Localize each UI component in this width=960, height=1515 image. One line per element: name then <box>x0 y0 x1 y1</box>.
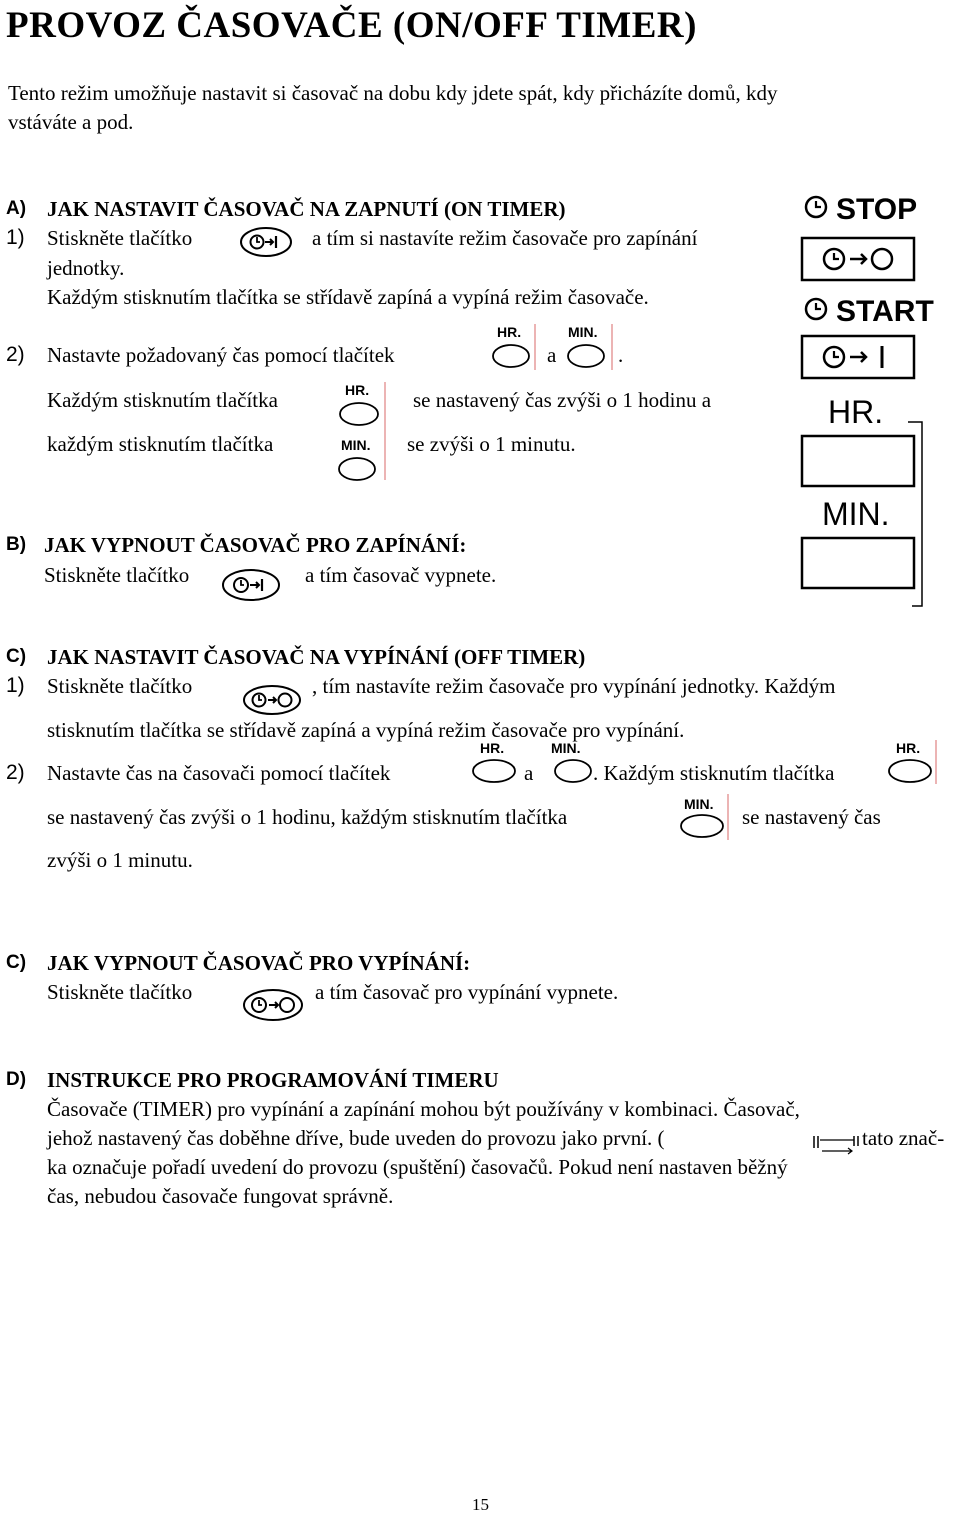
section-a-min-text: každým stisknutím tlačítka <box>47 432 274 456</box>
section-c1-heading: JAK NASTAVIT ČASOVAČ NA VYPÍNÁNÍ (OFF TIMER) <box>47 645 586 669</box>
section-a-step2-end: . <box>618 343 624 367</box>
section-a-marker: A) <box>6 198 27 219</box>
section-d-line4: čas, nebudou časovače fungovat správně. <box>47 1184 394 1208</box>
min-button-label: MIN. <box>568 324 598 340</box>
section-a-hr-text: Každým stisknutím tlačítka <box>47 388 278 412</box>
start-timer-label <box>806 295 934 328</box>
section-c1-step1-text: Stiskněte tlačítko <box>47 674 193 698</box>
min-button-label: MIN. <box>551 740 581 756</box>
section-c1-step2-line2: se nastavený čas zvýši o 1 hodinu, každým stisknutím tlačítka <box>47 805 568 829</box>
section-a-hr-text-cont: se nastavený čas zvýši o 1 hodinu a <box>413 388 712 412</box>
section-c1-step2-line2-cont: se nastavený čas <box>742 805 881 829</box>
section-a-min-text-cont: se zvýši o 1 minutu. <box>407 432 576 456</box>
section-a-step2-and: a <box>547 343 557 367</box>
page-title: PROVOZ ČASOVAČE (ON/OFF TIMER) <box>6 5 697 46</box>
stop-label: STOP <box>836 193 918 226</box>
section-c1-step2-text-cont: . Každým stisknutím tlačítka <box>593 761 835 785</box>
timer-off-button-icon <box>241 986 305 1024</box>
section-c2-text-cont: a tím časovač pro vypínání vypnete. <box>315 980 619 1004</box>
section-d-heading: INSTRUKCE PRO PROGRAMOVÁNÍ TIMERU <box>47 1068 499 1092</box>
section-c1-step2-text: Nastavte čas na časovači pomocí tlačítek <box>47 761 391 785</box>
stop-timer-label <box>806 193 917 226</box>
hr-button-icon <box>333 378 389 430</box>
min-button-icon <box>333 428 391 484</box>
hr-button-label: HR. <box>480 740 505 756</box>
hr-button-icon <box>487 320 539 372</box>
section-c1-step2-line3: zvýši o 1 minutu. <box>47 848 193 872</box>
section-d-line2-cont: tato znač- <box>862 1126 945 1150</box>
section-b-text-cont: a tím časovač vypnete. <box>305 563 497 587</box>
hr-button-label: HR. <box>497 324 522 340</box>
section-c2-text: Stiskněte tlačítko <box>47 980 193 1004</box>
intro-line-2: vstáváte a pod. <box>8 110 134 134</box>
hr-button-icon <box>884 738 942 788</box>
panel-min-label: MIN. <box>822 496 890 532</box>
section-c1-step1-text-cont: , tím nastavíte režim časovače pro vypínání jednotky. Každým <box>312 674 836 698</box>
hr-button-icon <box>466 738 522 788</box>
section-d-line2: jehož nastavený čas doběhne dříve, bude uveden do provozu jako první. ( <box>47 1126 665 1150</box>
section-c1-step2-number: 2) <box>6 761 25 784</box>
section-b-marker: B) <box>6 534 27 555</box>
min-button-label: MIN. <box>684 796 714 812</box>
panel-min-button <box>802 538 914 588</box>
on-timer-panel-button <box>802 336 914 378</box>
timer-off-button-icon <box>241 682 303 718</box>
section-a-step1-text-cont: a tím si nastavíte režim časovače pro zapínání <box>312 226 698 250</box>
hr-button-label: HR. <box>896 740 921 756</box>
section-c1-step1-line2: stisknutím tlačítka se střídavě zapíná a vypíná režim časovače pro vypínání. <box>47 718 685 742</box>
min-button-icon <box>676 794 732 842</box>
panel-hr-button <box>802 436 914 486</box>
timer-on-button-icon <box>238 224 294 260</box>
timer-on-button-icon <box>220 566 282 604</box>
min-button-icon <box>545 738 597 788</box>
section-d-line1: Časovače (TIMER) pro vypínání a zapínání mohou být používány v kombinaci. Časovač, <box>47 1097 800 1121</box>
min-button-label: MIN. <box>341 437 371 453</box>
section-a-heading: JAK NASTAVIT ČASOVAČ NA ZAPNUTÍ (ON TIMER) <box>47 197 566 221</box>
section-a-step2-number: 2) <box>6 343 25 366</box>
intro-line-1: Tento režim umožňuje nastavit si časovač na dobu kdy jdete spát, kdy přicházíte domů, kdy <box>8 81 778 105</box>
panel-hr-label: HR. <box>828 394 884 430</box>
section-d-marker: D) <box>6 1069 27 1090</box>
section-c1-marker: C) <box>6 646 27 667</box>
min-button-icon <box>562 320 618 372</box>
section-b-text: Stiskněte tlačítko <box>44 563 190 587</box>
section-c1-step1-number: 1) <box>6 674 25 697</box>
section-d-line3: ka označuje pořadí uvedení do provozu (spuštění) časovačů. Pokud není nastaven běžný <box>47 1155 788 1179</box>
section-a-step1-text: Stiskněte tlačítko <box>47 226 193 250</box>
start-label: START <box>836 295 934 328</box>
section-a-step1-number: 1) <box>6 226 25 249</box>
page-number: 15 <box>472 1495 489 1514</box>
off-timer-panel-button <box>802 238 914 280</box>
timer-sequence-icon <box>810 1130 862 1156</box>
section-a-step1-note: Každým stisknutím tlačítka se střídavě zapíná a vypíná režim časovače. <box>47 285 649 309</box>
section-a-step2-text: Nastavte požadovaný čas pomocí tlačítek <box>47 343 395 367</box>
section-c1-step2-and: a <box>524 761 534 785</box>
hr-button-label: HR. <box>345 382 370 398</box>
section-c2-marker: C) <box>6 952 27 973</box>
section-a-step1-line2: jednotky. <box>47 256 125 280</box>
section-c2-heading: JAK VYPNOUT ČASOVAČ PRO VYPÍNÁNÍ: <box>47 951 471 975</box>
timer-button-panel <box>798 186 934 610</box>
section-b-heading: JAK VYPNOUT ČASOVAČ PRO ZAPÍNÁNÍ: <box>44 533 467 557</box>
